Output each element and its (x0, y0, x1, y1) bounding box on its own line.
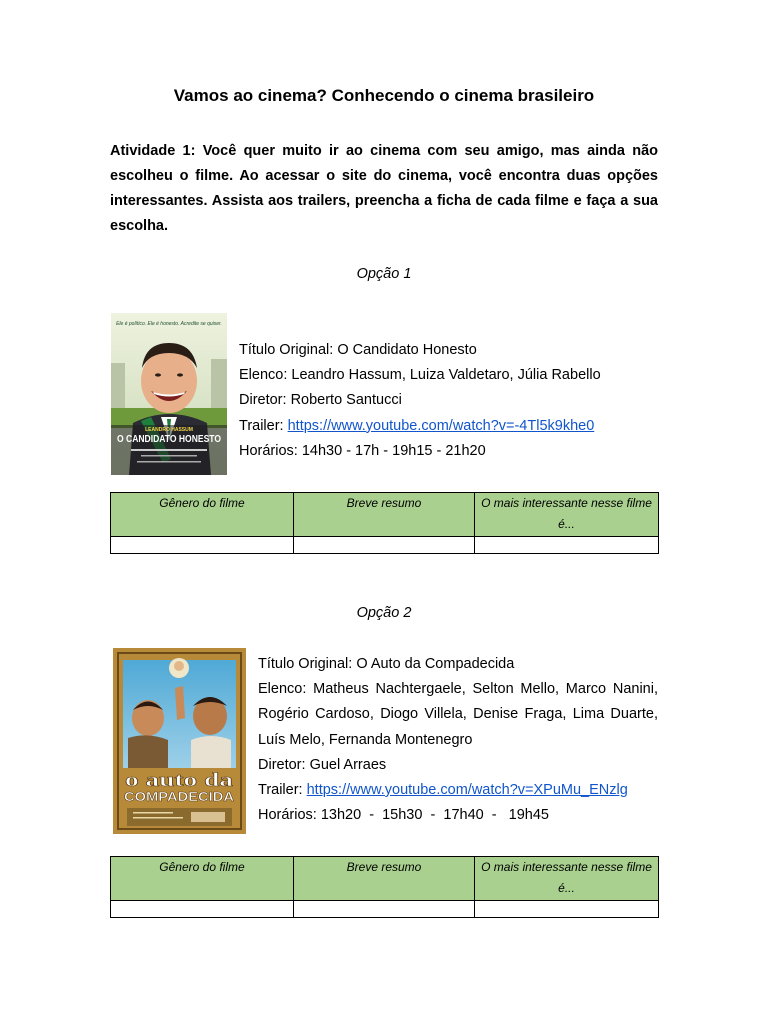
header-genre: Gênero do filme (111, 857, 294, 901)
trailer-link[interactable]: https://www.youtube.com/watch?v=-4Tl5k9khe0 (287, 417, 595, 434)
header-summary: Breve resumo (294, 493, 475, 537)
trailer-label: Trailer: (258, 782, 307, 799)
poster-title-top: o auto da (125, 770, 234, 791)
movie-schedule: Horários: 14h30 - 17h - 19h15 - 21h20 (239, 442, 486, 459)
movie-info-1 (239, 338, 659, 464)
trailer-label: Trailer: (239, 417, 288, 434)
poster-title: O CANDIDATO HONESTO (117, 434, 222, 445)
activity-instructions: Atividade 1: Você quer muito ir ao cinema com seu amigo, mas ainda não escolheu o filme. Ao acessar o site do cinema, você encontra duas opções interessantes. Assista aos trailers, preencha a ficha de cada filme e faça a sua escolha. (110, 143, 658, 234)
movie-cast: Elenco: Matheus Nachtergaele, Selton Mello, Marco Nanini, Rogério Cardoso, Diogo Villela, Denise Fraga, Lima Duarte, Luís Melo, Fernanda Montenegro (258, 681, 658, 748)
input-cell-summary[interactable] (294, 537, 475, 554)
option-2-label: Opção 2 (356, 605, 412, 621)
option-1-label: Opção 1 (356, 266, 412, 282)
poster-actor: LEANDRO HASSUM (145, 427, 193, 433)
input-cell-summary[interactable] (294, 901, 475, 918)
movie-info-2 (258, 652, 658, 828)
header-genre: Gênero do filme (111, 493, 294, 537)
movie-director: Diretor: Roberto Santucci (239, 392, 402, 409)
movie-poster-candidato-honesto (111, 313, 227, 475)
trailer-link[interactable]: https://www.youtube.com/watch?v=XPuMu_ENzlg (306, 782, 628, 799)
movie-cast: Elenco: Leandro Hassum, Luiza Valdetaro, Júlia Rabello (239, 367, 601, 384)
header-summary: Breve resumo (294, 857, 475, 901)
input-cell-most-interesting[interactable] (475, 901, 659, 918)
movie-form-table-1 (110, 492, 659, 554)
header-most-interesting: O mais interessante nesse filme é... (475, 493, 659, 537)
input-cell-genre[interactable] (111, 537, 294, 554)
poster-tagline: Ele é político. Ele é honesto. Acredite se quiser. (116, 321, 222, 327)
movie-director: Diretor: Guel Arraes (258, 756, 387, 773)
header-most-interesting: O mais interessante nesse filme é... (475, 857, 659, 901)
poster-title-bottom: COMPADECIDA (124, 789, 235, 804)
movie-trailer (239, 414, 659, 439)
input-cell-most-interesting[interactable] (475, 537, 659, 554)
page-title: Vamos ao cinema? Conhecendo o cinema brasileiro (173, 86, 595, 105)
movie-poster-auto-da-compadecida (113, 648, 246, 834)
movie-form-table-2 (110, 856, 659, 918)
movie-original-title: Título Original: O Auto da Compadecida (258, 656, 515, 672)
movie-schedule: Horários: 13h20 - 15h30 - 17h40 - 19h45 (258, 807, 549, 824)
poster-art (111, 313, 227, 475)
input-cell-genre[interactable] (111, 901, 294, 918)
movie-trailer (258, 778, 658, 803)
movie-original-title: Título Original: O Candidato Honesto (239, 342, 477, 358)
poster-art (113, 648, 246, 834)
